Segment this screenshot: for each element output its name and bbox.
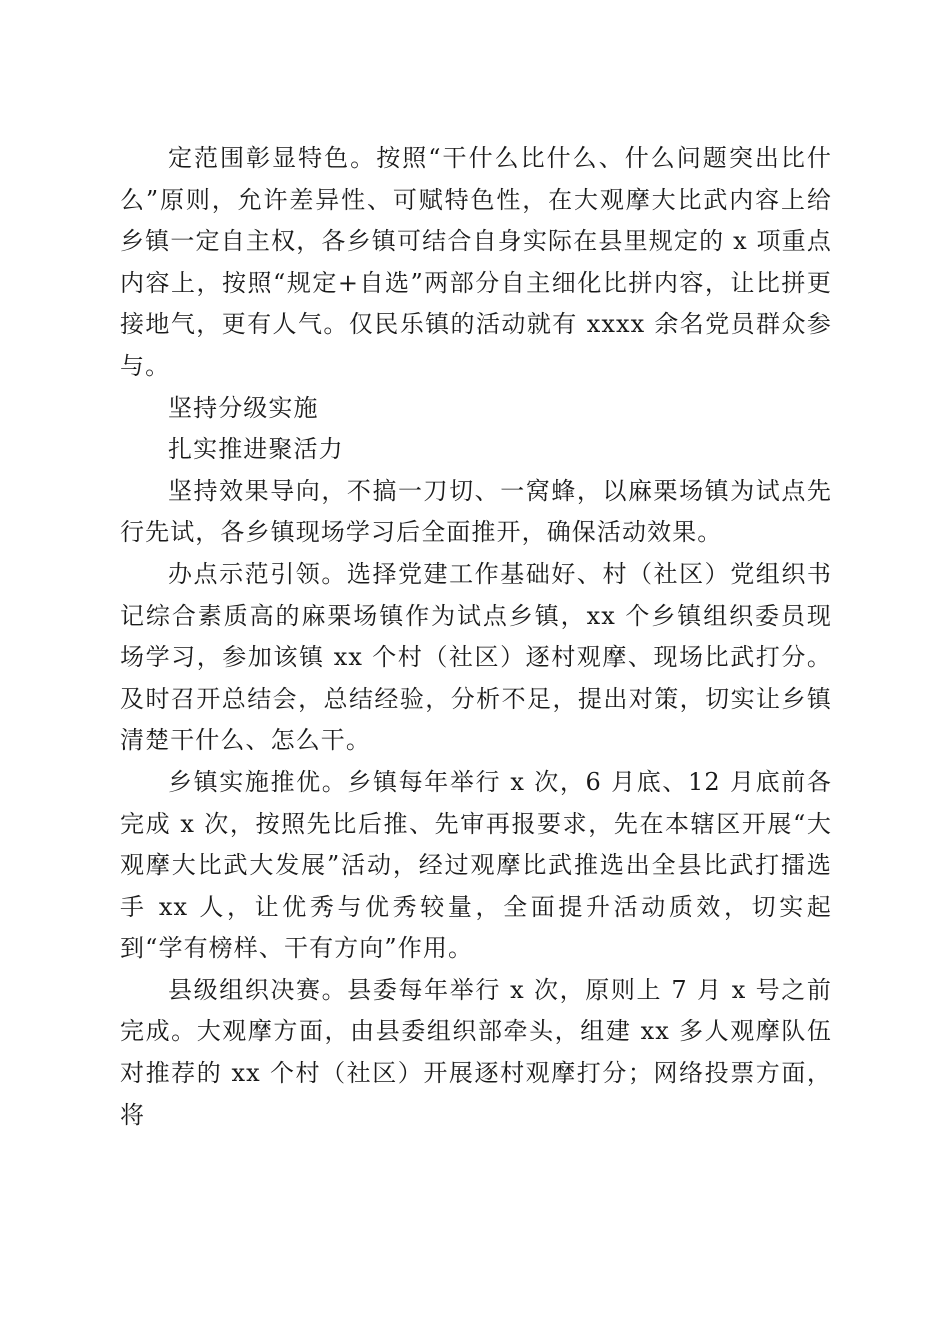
- document-body: [120, 138, 832, 1136]
- paragraph-define-scope: 定范围彰显特色。按照“干什么比什么、什么问题突出比什么”原则，允许差异性、可赋特色性，在大观摩大比武内容上给乡镇一定自主权，各乡镇可结合自身实际在县里规定的 x 项重点内容上，按照“规定+自选”两部分自主细化比拼内容，让比拼更接地气，更有人气。仅民乐镇的活动就有 xxxx 余名党员群众参与。: [120, 144, 832, 380]
- paragraph-township-selection: 乡镇实施推优。乡镇每年举行 x 次，6 月底、12 月底前各完成 x 次，按照先比后推、先审再报要求，先在本辖区开展“大观摩大比武大发展”活动，经过观摩比武推选出全县比武打擂选手 xx 人，让优秀与优秀较量，全面提升活动质效，切实起到“学有榜样、干有方向”作用。: [120, 767, 832, 963]
- paragraph-county-finals: 县级组织决赛。县委每年举行 x 次，原则上 7 月 x 号之前完成。大观摩方面，由县委组织部牵头，组建 xx 多人观摩队伍对推荐的 xx 个村（社区）开展逐村观摩打分；网络投票方面，将: [120, 975, 832, 1129]
- section-heading-tiered-implementation: 坚持分级实施: [168, 393, 319, 422]
- paragraph-effect-orientation: 坚持效果导向，不搞一刀切、一窝蜂，以麻栗场镇为试点先行先试，各乡镇现场学习后全面推开，确保活动效果。: [120, 476, 832, 547]
- section-subheading-vitality: 扎实推进聚活力: [168, 435, 344, 464]
- paragraph-pilot-demonstration: 办点示范引领。选择党建工作基础好、村（社区）党组织书记综合素质高的麻栗场镇作为试点乡镇，xx 个乡镇组织委员现场学习，参加该镇 xx 个村（社区）逐村观摩、现场比武打分。及时召开总结会，总结经验，分析不足，提出对策，切实让乡镇清楚干什么、怎么干。: [120, 559, 832, 755]
